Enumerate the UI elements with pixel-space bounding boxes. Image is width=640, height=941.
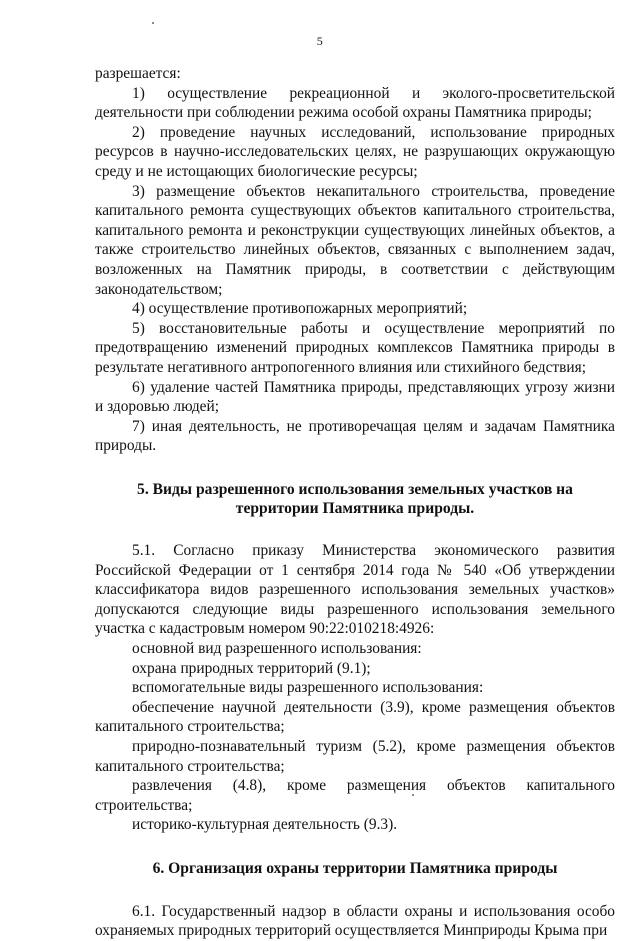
page-number: 5: [316, 34, 324, 48]
aux-use-item-2: природно-познавательный туризм (5.2), кроме размещения объектов капитального строительства;: [95, 738, 615, 775]
allowed-item-3: 3) размещение объектов некапитального строительства, проведение капитального ремонта существующих объектов капитального строительства, капитального ремонта и реконструкции существующих линейных объектов, а также строительство линейных объектов, связанных с выполнением задач, возложенных на Памятник природы, в соответствии с действующим законодательством;: [95, 182, 615, 298]
aux-use-item-3: развлечения (4.8), кроме размещения объектов капитального строительства;: [95, 777, 615, 814]
section-6-1-paragraph: 6.1. Государственный надзор в области охраны и использования особо охраняемых природных территорий осуществляется Минприроды Крыма при: [95, 902, 615, 940]
allowed-item-5: 5) восстановительные работы и осуществление мероприятий по предотвращению изменений природных комплексов Памятника природы в результате негативного антропогенного влияния или стихийного бедствия;: [95, 319, 615, 376]
aux-use-item-1: обеспечение научной деятельности (3.9), кроме размещения объектов капитального строительства;: [95, 698, 615, 736]
aux-use-label: вспомогательные виды разрешенного использования:: [132, 679, 484, 697]
main-use-label: основной вид разрешенного использования:: [132, 640, 422, 658]
allowed-intro: разрешается:: [95, 65, 181, 82]
scan-speck: [152, 22, 154, 24]
allowed-item-1: 1) осуществление рекреационной и эколого-просветительской деятельности при соблюдении режима особой охраны Памятника природы;: [95, 84, 615, 122]
allowed-item-7: 7) иная деятельность, не противоречащая целям и задачам Памятника природы.: [95, 417, 615, 455]
section-6-heading: 6. Организация охраны территории Памятника природы: [152, 859, 558, 877]
main-use-item: охрана природных территорий (9.1);: [132, 659, 371, 677]
allowed-item-6: 6) удаление частей Памятника природы, представляющих угрозу жизни и здоровью людей;: [95, 378, 615, 416]
section-5-heading: 5. Виды разрешенного использования земельных участков на территории Памятника природы.: [137, 480, 573, 518]
allowed-item-2: 2) проведение научных исследований, использование природных ресурсов в научно-исследовательских целях, не разрушающих окружающую среду и не истощающих биологические ресурсы;: [95, 123, 615, 180]
aux-use-item-4: историко-культурная деятельность (9.3).: [132, 816, 398, 834]
allowed-item-4: 4) осуществление противопожарных мероприятий;: [132, 300, 468, 318]
scan-speck: [412, 794, 414, 796]
section-5-1-paragraph: 5.1. Согласно приказу Министерства экономического развития Российской Федерации от 1 сентября 2014 года № 540 «Об утверждении классификатора видов разрешенного использования земельных участков» допускаются следующие виды разрешенного использования земельного участка с кадастровым номером 90:22:010218:4926:: [95, 542, 615, 638]
page-body: [95, 64, 615, 941]
